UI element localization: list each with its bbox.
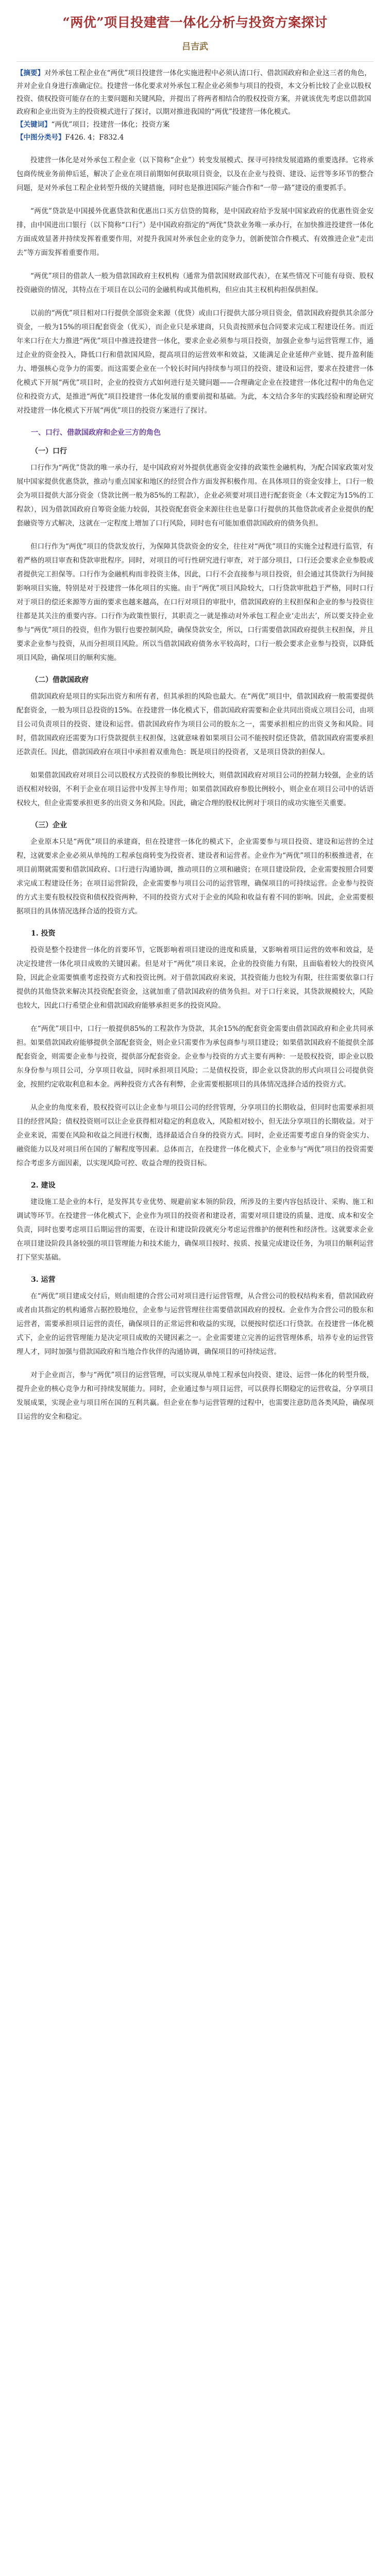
intro-paragraph: 投建营一体化是对外承包工程企业（以下简称“企业”）转变发展模式、探寻可持续发展道路的重要选择。它将承包商传统业务前伸后延，解决了企业在项目前期如何获取项目资金，以及在企业与投资、建设、运营等多环节的整合问题，是对外承包工程企业转型升级的关键措施，同时也是推进国际产能合作和“一带一路”建设的重要抓手。	[16, 156, 374, 192]
subsection-heading-export-bank: （一）口行	[31, 447, 67, 455]
subsection-heading-investment: 1. 投资	[31, 929, 56, 938]
article-author: 吕吉武	[182, 42, 208, 52]
body-paragraph: 企业原本只是“两优”项目的承建商，但在投建营一体化的模式下，企业需要参与项目投资、建设和运营的全过程，这就要求企业必须从单纯的工程承包商转变为投资者、建设者和运营者。企业作为“两优”项目的积极推进者，在项目前期就需要和借款国政府、口行进行沟通协调，推动项目的立项和融资；在项目建设阶段，企业需要按照合同要求完成工程建设任务；在项目运营阶段，企业需要参与项目公司的运营管理，确保项目的可持续运营。企业参与投资的方式主要有股权投资和债权投资两种，不同的投资方式对于企业的风险和收益有着不同的影响。因此，企业需要根据项目的具体情况选择合适的投资方式。	[16, 838, 374, 916]
section-heading: 一、口行、借款国政府和企业三方的角色	[31, 429, 161, 437]
classification	[16, 131, 374, 144]
body-paragraph: 投资是整个投建营一体化的首要环节，它既影响着项目建设的进度和质量，又影响着项目运营的效率和效益，是决定投建营一体化项目成败的关键因素。但是对于“两优”项目来说，企业的投资能力有限，且面临着较大的投资风险，因此企业需要慎重考虑投资方式和投资比例。对于借款国政府来说，其投资能力也较为有限，往往需要依靠口行提供的其他贷款来解决其投资配套资金，这就加重了借款国政府的债务负担。对于口行来说，其贷款规模较大，风险也较大，因此口行希望企业和借款国政府能够承担更多的投资风险。	[16, 946, 374, 1010]
body-paragraph: 建设施工是企业的本行，是发挥其专业优势、规避前家本领的阶段，所涉及的主要内容包括设计、采购、施工和调试等环节。在投建营一体化模式下，企业作为项目的投资者和建设者，需要对项目建设的质量、进度、成本和安全负责，同时也要考虑项目后期运营的需要，在设计和建设阶段就充分考虑运营维护的便利性和经济性。这就要求企业在项目建设阶段具备较强的项目管理能力和技术能力，确保项目按时、按质、按量完成建设任务，为项目的顺利运营打下坚实基础。	[16, 1198, 374, 1262]
body-paragraph: 口行作为“两优”贷款的唯一承办行，是中国政府对外提供优惠资金安排的政策性金融机构，为配合国家政策对发展中国家提供优惠贷款，推动与重点国家和地区的经贸合作方面发挥积极作用。在具体项目的资金安排上，口行一般会为项目提供大部分资金（贷款比例一般为85%的工程款），企业必须要对项目进行配套资金（本文假定为15%的工程款），因为借款国政府自筹资金能力较弱，其投资配套资金来源往往也是靠口行提供的其他贷款或者企业提供的配套融资等方式解决，这就在一定程度上增加了口行风险，同时也有可能加重借款国政府的债务负担。	[16, 464, 374, 528]
body-paragraph: 如果借款国政府对项目公司以股权方式投资的参股比例较大，则借款国政府对项目公司的控制力较强，企业的话语权相对较弱，不利于企业在项目运营中发挥主导作用；如果借款国政府参股比例较小，则企业在项目公司中的话语权较大，但企业需要承担更多的出资义务和风险。因此，确定合理的股权比例对于项目的成功实施至关重要。	[16, 771, 374, 807]
body-paragraph: 从企业的角度来看，股权投资可以让企业参与项目公司的经营管理，分享项目的长期收益，但同时也需要承担项目的经营风险；债权投资则可以让企业获得相对稳定的利息收入，风险相对较小，但无法分享项目的长期收益。对于企业来说，需要在风险和收益之间进行权衡，选择最适合自身的投资方式。同时，企业还需要考虑自身的资金实力、融资能力以及对项目所在国的了解程度等因素。总体而言，在投建营一体化模式下，企业参与“两优”项目的投资需要综合考虑多方面因素，以实现风险可控、收益合理的投资目标。	[16, 1104, 374, 1167]
body-paragraph: 对于企业而言，参与“两优”项目的运营管理，可以实现从单纯工程承包向投资、建设、运营一体化的转型升级，提升企业的核心竞争力和可持续发展能力。同时，企业通过参与项目运营，可以获得长期稳定的运营收益，分享项目发展成果，实现企业与项目所在国的互利共赢。但企业在参与运营管理的过程中，也需要注意防范各类风险，确保项目运营的安全和稳定。	[16, 1371, 374, 1421]
subsection-heading-construction: 2. 建设	[31, 1181, 56, 1190]
body-paragraph: 但口行作为“两优”项目的贷款发放行，为保障其贷款资金的安全，往往对“两优”项目的实施全过程进行监管，有着严格的项目审查和贷款审批程序。同时，对项目的可行性研究进行审查，对于部分项目，口行还会要求企业参股或者提供完工担保等。口行作为金融机构而非投资主体，因此，口行不会直接参与项目投资，但会通过其贷款行为间接影响项目实施，特别是对于投建营一体化项目的实施。由于“两优”项目风险较大，口行贷款审批趋于严格，同时口行对于项目的偿还来源等方面的要求也越来越高，在口行对项目的审批中，借款国政府的主权担保和企业的参与投资往往都是其关注的重要内容。口行作为政策性银行，其职责之一就是推动对外承包工程企业‘走出去’，所以要支持企业参与“两优”项目的投资，但作为银行也要控制风险，确保贷款安全，所以，口行需要借款国政府提供主权担保，并且要求企业参与投资，从而分担项目风险。所以当借款国政府债务水平较高时，口行一般会要求企业参与投资，以降低项目风险，确保项目的顺利实施。	[16, 543, 374, 662]
body-paragraph: 借款国政府是项目的实际出资方和所有者，但其承担的风险也最大。在“两优”项目中，借款国政府一般需要提供配套资金，一般为项目总投资的15%。在投建营一体化模式下，借款国政府需要和企业共同出资成立项目公司，由项目公司负责项目的投资、建设和运营。借款国政府作为项目公司的股东之一，需要承担相应的出资义务和风险。同时，借款国政府还需要为口行贷款提供主权担保，这就意味着如果项目公司不能按时偿还贷款，借款国政府需要承担还款责任。因此，借款国政府在项目中承担着双重角色：既是项目的投资者，又是项目贷款的担保人。	[16, 692, 374, 756]
body-paragraph: 在“两优”项目中，口行一般提供85%的工程款作为贷款，其余15%的配套资金需要由借款国政府和企业共同承担。如果借款国政府能够提供全部配套资金，则企业只需要作为承包商参与项目建设；如果借款国政府不能提供全部配套资金，则需要企业参与投资，提供部分配套资金。企业参与投资的方式主要有两种：一是股权投资，即企业以股东身份参与项目公司，分享项目收益，同时承担项目风险；二是债权投资，即企业以贷款的形式向项目公司提供资金，按照约定收取利息和本金。两种投资方式各有利弊，企业需要根据项目的具体情况选择合适的投资方式。	[16, 1025, 374, 1089]
intro-paragraph: 以前的“两优”项目相对口行提供全部资金来源（优贷）或由口行提供大部分项目资金，借款国政府提供其余部分资金，一般为15%的项目配套资金（优买），而企业只是承建商，只负责按照承包合同要求完成工程建设任务。而近年来口行在大力推进“两优”项目中推进投建营一体化，要求企业必须参与项目投资，加强企业参与运营管理工作，通过企业的资金投入，降低口行和借款国风险，提高项目的运营效率和效益，又能满足企业延伸产业链、提升盈利能力、增强核心竞争力的需要。而这需要企业在一个较长时间内持续参与项目的投资、建设和运营，要求在投建营一体化模式下开展“两优”项目时，企业的投资方式如何进行是关键问题——合理确定企业在投建营一体化过程中的角色定位和投资方式，是推进“两优”项目投建营一体化发展的重要前提和基础。为此，本文结合多年的实践经验和理论研究对投建营一体化模式下开展“两优”项目的投资方案进行了探讨。	[16, 309, 374, 415]
header-divider	[16, 61, 374, 62]
keywords-text: “两优”项目；投建营一体化；投资方案	[51, 121, 170, 129]
abstract-label: 【摘要】	[16, 69, 44, 77]
intro-paragraph: “两优”项目的借款人一般为借款国政府主权机构（通常为借款国财政部代表），在某些情况下可能有母资、股权投资融资的情况，其特点在于项目在以公司的金融机构或其他机构，但应由其主权机构担保供担保。	[16, 272, 374, 294]
intro-paragraph: “两优”贷款是中国援外优惠贷款和优惠出口买方信贷的简称，是中国政府给予发展中国家政府的优惠性资金安排，由中国进出口银行（以下简称“口行”）是中国政府指定的“两优”贷款业务唯一承办行，在加快推进投建营一体化方面成效显著并持续发挥着重要作用，对提升我国对外承包企业的竞争力，创新使馆合作模式、有效推进企业“走出去”等方面发挥着重要作用。	[16, 207, 374, 257]
subsection-heading-enterprise: （三）企业	[31, 821, 67, 829]
keywords	[16, 118, 374, 131]
abstract-text: 对外承包工程企业在“两优”项目投建营一体化实施进程中必须认清口行、借款国政府和企业这三者的角色，并对企业自身进行准确定位。投建营一体化要求对外承包工程企业必须参与项目的投资，本文分析比较了企业以股权投资、债权投资可能存在的主要问题和关键风险，并提出了将两者相结合的股权投资方案，并就该优先考虑以借款国政府和企业出资为主的投资模式进行了探讨，以期对推进我国的“两优”投建营一体化模式。	[16, 69, 371, 116]
abstract	[16, 67, 374, 118]
meta-block	[16, 67, 374, 144]
classification-label: 【中图分类号】	[16, 133, 65, 142]
subsection-heading-borrower-government: （二）借款国政府	[31, 676, 89, 684]
keywords-label: 【关键词】	[16, 121, 52, 129]
body-paragraph: 在“两优”项目建成交付后，则由组建的合营公司对项目进行运营管理，从合营公司的股权结构来看，借款国政府或者由其指定的机构通常占据控股地位，企业参与运营管理往往需要借款国政府的授权。企业作为合营公司的股东和运营者，需要承担项目运营的责任，确保项目的正常运营和收益的实现，以便按时偿还口行贷款。在投建营一体化模式下，企业的运营管理能力是决定项目成败的关键因素之一。企业需要建立完善的运营管理体系，培养专业的运营管理人才，同时加强与借款国政府和当地合作伙伴的沟通协调，确保项目的可持续运营。	[16, 1292, 374, 1356]
subsection-heading-operation: 3. 运营	[31, 1276, 56, 1284]
article-title: “两优”项目投建营一体化分析与投资方案探讨	[62, 15, 328, 30]
classification-text: F426. 4；F832.4	[65, 133, 124, 142]
